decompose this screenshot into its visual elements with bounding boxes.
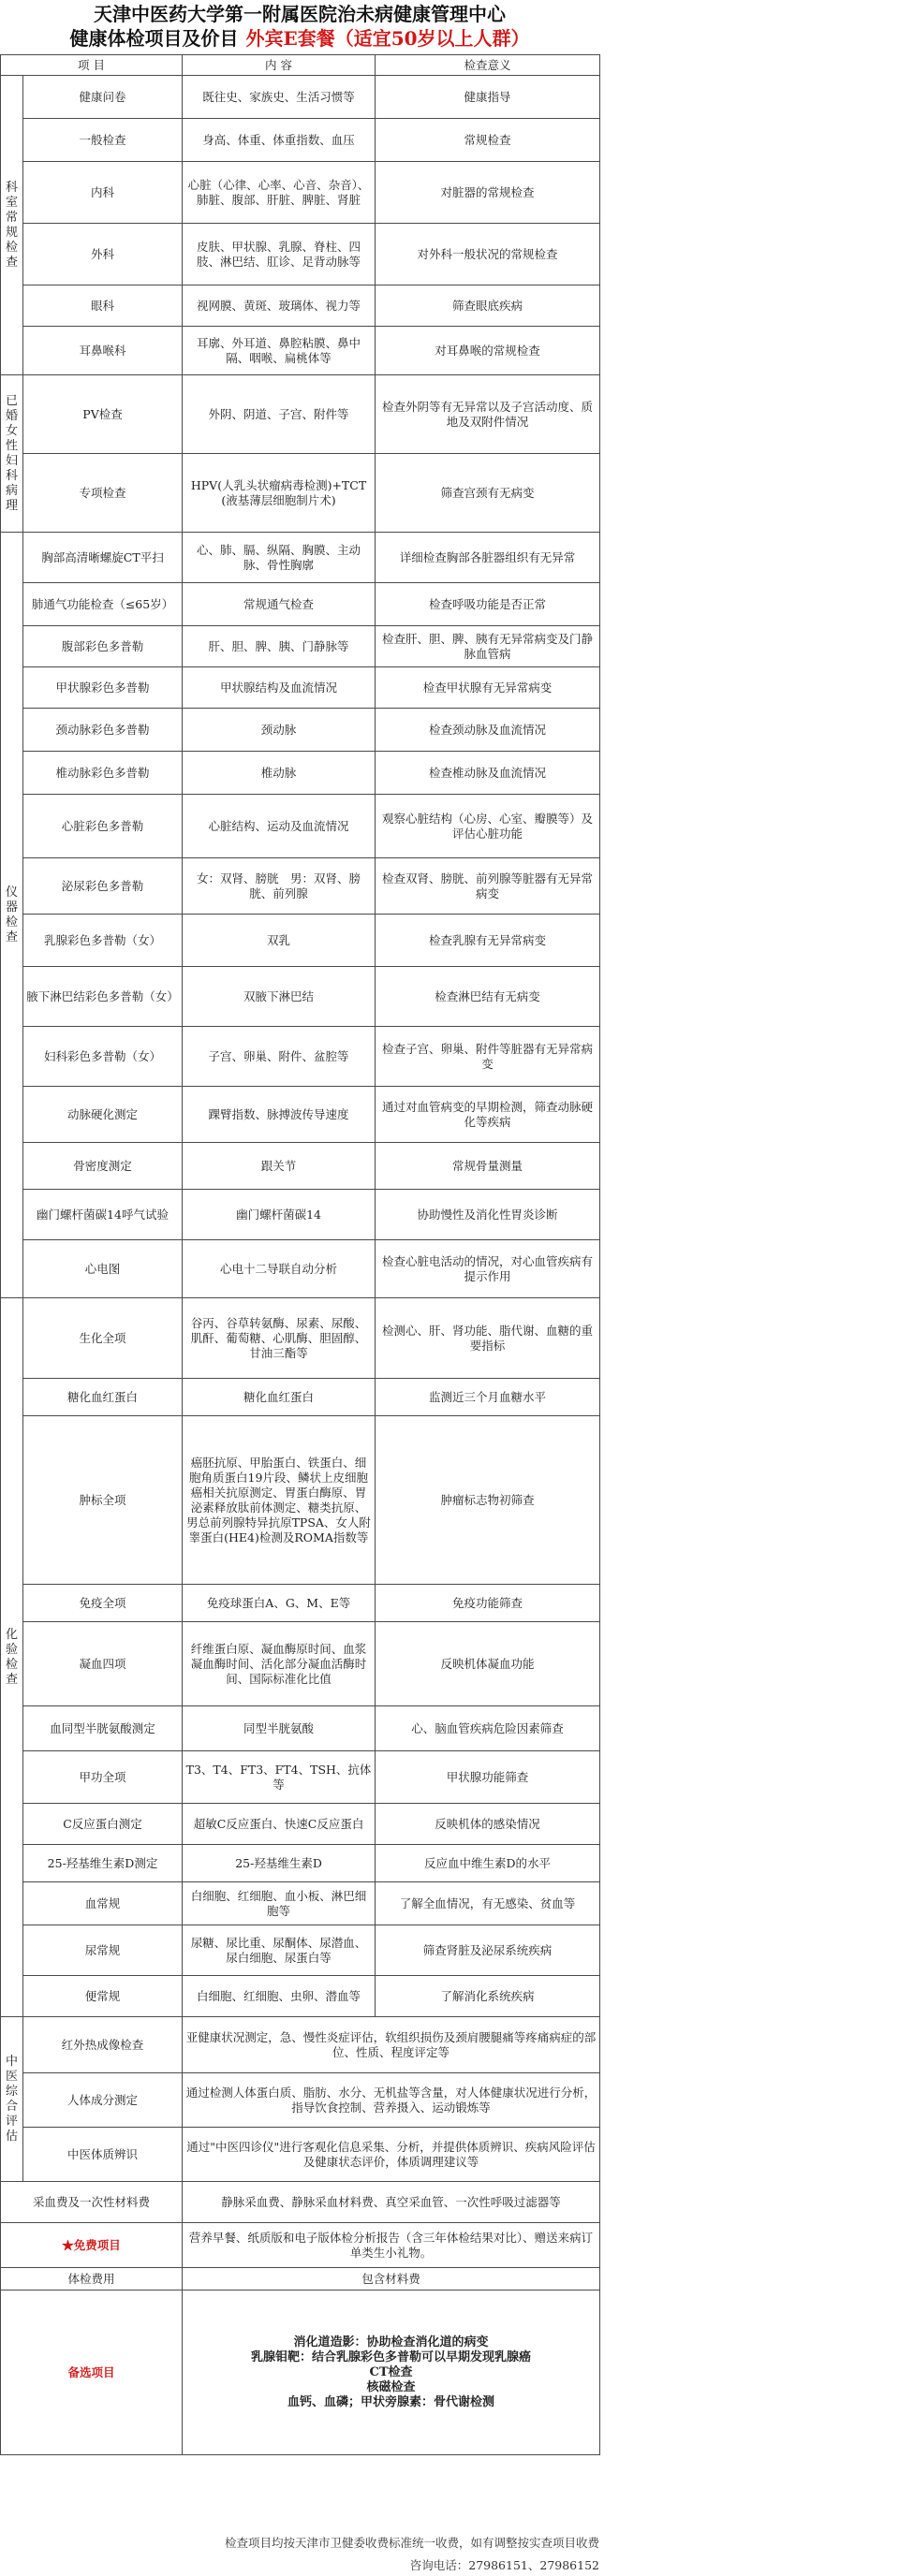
table-row — [1, 709, 600, 752]
content-cell: 纤维蛋白原、凝血酶原时间、血浆凝血酶时间、活化部分凝血活酶时间、国际标准化比值 — [183, 1622, 376, 1706]
page-subtitle — [0, 26, 599, 51]
content-cell: 免疫球蛋白A、G、M、E等 — [183, 1585, 376, 1622]
content-cell: 常规通气检查 — [183, 583, 376, 626]
meaning-cell: 筛查宫颈有无病变 — [376, 454, 600, 533]
optional-list — [183, 2291, 600, 2455]
item-cell: 免疫全项 — [23, 1585, 183, 1622]
table-row — [1, 1240, 600, 1298]
item-cell: 红外热成像检查 — [23, 2017, 183, 2073]
optional-label: 备选项目 — [1, 2291, 183, 2455]
table-row — [1, 375, 600, 454]
meaning-cell: 检查双肾、膀胱、前列腺等脏器有无异常病变 — [376, 858, 600, 915]
optional-item: 乳腺钼靶：结合乳腺彩色多普勒可以早期发现乳腺癌 — [251, 2349, 532, 2364]
content-cell: 椎动脉 — [183, 752, 376, 795]
meaning-cell: 检查甲状腺有无异常病变 — [376, 667, 600, 709]
meaning-cell: 了解全血情况，有无感染、贫血等 — [376, 1882, 600, 1925]
meaning-cell: 健康指导 — [376, 76, 600, 119]
content-cell: 身高、体重、体重指数、血压 — [183, 119, 376, 162]
item-cell: 骨密度测定 — [23, 1143, 183, 1190]
table-row — [1, 1190, 600, 1240]
content-cell: 营养早餐、纸质版和电子版体检分析报告（含三年体检结果对比）、赠送来病订单类生小礼物。 — [183, 2223, 600, 2268]
table-row — [1, 2268, 600, 2291]
content-cell: 心、肺、膈、纵隔、胸膜、主动脉、骨性胸廓 — [183, 533, 376, 583]
meaning-cell: 心、脑血管疾病危险因素筛查 — [376, 1706, 600, 1751]
content-cell: 静脉采血费、静脉采血材料费、真空采血管、一次性呼吸过滤器等 — [183, 2182, 600, 2223]
column-header: 检查意义 — [376, 55, 600, 76]
category-cell: 化验检查 — [1, 1298, 23, 2017]
table-row — [1, 1379, 600, 1416]
content-cell: 包含材料费 — [183, 2268, 600, 2291]
meaning-cell: 常规骨量测量 — [376, 1143, 600, 1190]
content-cell: 甲状腺结构及血流情况 — [183, 667, 376, 709]
table-row — [1, 915, 600, 967]
column-header: 项 目 — [1, 55, 183, 76]
table-row — [1, 76, 600, 119]
meaning-cell: 检测心、肝、肾功能、脂代谢、血糖的重要指标 — [376, 1298, 600, 1379]
content-cell: 跟关节 — [183, 1143, 376, 1190]
content-cell: 25-羟基维生素D — [183, 1845, 376, 1882]
category-cell: 科室常规检查 — [1, 76, 23, 375]
table-row — [1, 667, 600, 709]
meaning-cell: 检查心脏电活动的情况，对心血管疾病有提示作用 — [376, 1240, 600, 1298]
meaning-cell: 反映机体凝血功能 — [376, 1622, 600, 1706]
table-row — [1, 285, 600, 327]
content-cell: 视网膜、黄斑、玻璃体、视力等 — [183, 285, 376, 327]
optional-item: CT检查 — [369, 2364, 413, 2379]
item-cell: 血常规 — [23, 1882, 183, 1925]
item-cell: 乳腺彩色多普勒（女） — [23, 915, 183, 967]
item-cell: 健康问卷 — [23, 76, 183, 119]
content-cell: 癌胚抗原、甲胎蛋白、铁蛋白、细胞角质蛋白19片段、鳞状上皮细胞癌相关抗原测定、胃蛋白酶原、胃泌素释放肽前体测定、糖类抗原、男总前列腺特异抗原TPSA、女人附睾蛋白(HE4)检测及ROMA指数等 — [183, 1416, 376, 1585]
item-cell: 专项检查 — [23, 454, 183, 533]
content-cell: 超敏C反应蛋白、快速C反应蛋白 — [183, 1804, 376, 1845]
item-cell: 凝血四项 — [23, 1622, 183, 1706]
content-cell: 颈动脉 — [183, 709, 376, 752]
item-cell: 腹部彩色多普勒 — [23, 626, 183, 667]
meaning-cell: 检查子宫、卵巢、附件等脏器有无异常病变 — [376, 1027, 600, 1087]
content-cell: 心脏（心律、心率、心音、杂音）、肺脏、腹部、肝脏、脾脏、肾脏 — [183, 162, 376, 224]
content-cell: 谷丙、谷草转氨酶、尿素、尿酸、肌酐、葡萄糖、心肌酶、胆固醇、甘油三酯等 — [183, 1298, 376, 1379]
table-row — [1, 752, 600, 795]
table-row — [1, 162, 600, 224]
item-cell: 内科 — [23, 162, 183, 224]
page-title: 天津中医药大学第一附属医院治未病健康管理中心 — [94, 3, 506, 25]
content-cell: 耳廓、外耳道、鼻腔粘膜、鼻中隔、咽喉、扁桃体等 — [183, 327, 376, 375]
optional-row — [1, 2291, 600, 2455]
content-cell: 外阴、阴道、子宫、附件等 — [183, 375, 376, 454]
content-cell: T3、T4、FT3、FT4、TSH、抗体等 — [183, 1751, 376, 1804]
table-row — [1, 967, 600, 1027]
optional-item: 消化道造影：协助检查消化道的病变 — [293, 2334, 489, 2349]
item-cell: PV检查 — [23, 375, 183, 454]
table-row — [1, 2128, 600, 2182]
table-row — [1, 795, 600, 858]
content-cell: 心电十二导联自动分析 — [183, 1240, 376, 1298]
content-cell: 白细胞、红细胞、血小板、淋巴细胞等 — [183, 1882, 376, 1925]
table-row — [1, 2223, 600, 2268]
item-cell: 心脏彩色多普勒 — [23, 795, 183, 858]
item-cell: 幽门螺杆菌碳14呼气试验 — [23, 1190, 183, 1240]
content-cell: 双腋下淋巴结 — [183, 967, 376, 1027]
category-cell: 仪器检查 — [1, 533, 23, 1298]
content-cell: 通过检测人体蛋白质、脂肪、水分、无机盐等含量，对人体健康状况进行分析，指导饮食控制、营养摄入、运动锻炼等 — [183, 2073, 600, 2128]
package-name: 外宾E套餐（适宜50岁以上人群） — [245, 27, 530, 50]
item-cell: 耳鼻喉科 — [23, 327, 183, 375]
item-cell: 外科 — [23, 224, 183, 285]
item-cell: 妇科彩色多普勒（女） — [23, 1027, 183, 1087]
meaning-cell: 对耳鼻喉的常规检查 — [376, 327, 600, 375]
checkup-table — [0, 54, 600, 2455]
table-row — [1, 583, 600, 626]
table-row — [1, 1027, 600, 1087]
item-cell: 中医体质辨识 — [23, 2128, 183, 2182]
meaning-cell: 甲状腺功能筛查 — [376, 1751, 600, 1804]
column-header: 内 容 — [183, 55, 376, 76]
meaning-cell: 检查外阴等有无异常以及子宫活动度、质地及双附件情况 — [376, 375, 600, 454]
item-cell: 胸部高清晰螺旋CT平扫 — [23, 533, 183, 583]
content-cell: 皮肤、甲状腺、乳腺、脊柱、四肢、淋巴结、肛诊、足背动脉等 — [183, 224, 376, 285]
item-cell: 采血费及一次性材料费 — [1, 2182, 183, 2223]
content-cell: 尿糖、尿比重、尿酮体、尿潜血、尿白细胞、尿蛋白等 — [183, 1925, 376, 1976]
table-row — [1, 224, 600, 285]
item-cell: 糖化血红蛋白 — [23, 1379, 183, 1416]
content-cell: 亚健康状况测定，急、慢性炎症评估，软组织损伤及颈肩腰腿痛等疼痛病症的部位、性质、程度评定等 — [183, 2017, 600, 2073]
content-cell: 糖化血红蛋白 — [183, 1379, 376, 1416]
meaning-cell: 通过对血管病变的早期检测，筛查动脉硬化等疾病 — [376, 1087, 600, 1143]
content-cell: 既往史、家族史、生活习惯等 — [183, 76, 376, 119]
content-cell: 双乳 — [183, 915, 376, 967]
free-items-label: ★免费项目 — [1, 2223, 183, 2268]
meaning-cell: 常规检查 — [376, 119, 600, 162]
meaning-cell: 对外科一般状况的常规检查 — [376, 224, 600, 285]
meaning-cell: 反应血中维生素D的水平 — [376, 1845, 600, 1882]
category-cell: 已婚女性妇科病理 — [1, 375, 23, 533]
content-cell: 通过"中医四诊仪"进行客观化信息采集、分析，并提供体质辨识、疾病风险评估及健康状态评价，体质调理建议等 — [183, 2128, 600, 2182]
content-cell: 白细胞、红细胞、虫卵、潜血等 — [183, 1976, 376, 2017]
table-row — [1, 119, 600, 162]
meaning-cell: 协助慢性及消化性胃炎诊断 — [376, 1190, 600, 1240]
item-cell: 体检费用 — [1, 2268, 183, 2291]
meaning-cell: 检查呼吸功能是否正常 — [376, 583, 600, 626]
fee-note: 检查项目均按天津市卫健委收费标准统一收费，如有调整按实查项目收费 — [224, 2536, 599, 2550]
subtitle-text: 健康体检项目及价目 — [69, 27, 239, 50]
item-cell: 便常规 — [23, 1976, 183, 2017]
table-row — [1, 1706, 600, 1751]
meaning-cell: 检查肝、胆、脾、胰有无异常病变及门静脉血管病 — [376, 626, 600, 667]
table-row — [1, 1751, 600, 1804]
item-cell: 尿常规 — [23, 1925, 183, 1976]
item-cell: 肿标全项 — [23, 1416, 183, 1585]
content-cell: HPV(人乳头状瘤病毒检测)+TCT(液基薄层细胞制片术) — [183, 454, 376, 533]
meaning-cell: 检查乳腺有无异常病变 — [376, 915, 600, 967]
item-cell: 一般检查 — [23, 119, 183, 162]
category-cell: 中医综合评估 — [1, 2017, 23, 2182]
table-row — [1, 327, 600, 375]
content-cell: 子宫、卵巢、附件、盆腔等 — [183, 1027, 376, 1087]
item-cell: 血同型半胱氨酸测定 — [23, 1706, 183, 1751]
meaning-cell: 对脏器的常规检查 — [376, 162, 600, 224]
table-row — [1, 1925, 600, 1976]
optional-item: 核磁检查 — [366, 2379, 416, 2394]
table-row — [1, 1416, 600, 1585]
table-row — [1, 454, 600, 533]
item-cell: 椎动脉彩色多普勒 — [23, 752, 183, 795]
optional-item: 血钙、血磷；甲状旁腺素：骨代谢检测 — [287, 2394, 495, 2409]
item-cell: 腋下淋巴结彩色多普勒（女） — [23, 967, 183, 1027]
item-cell: 颈动脉彩色多普勒 — [23, 709, 183, 752]
table-row — [1, 1976, 600, 2017]
meaning-cell: 检查淋巴结有无病变 — [376, 967, 600, 1027]
table-row — [1, 1804, 600, 1845]
content-cell: 幽门螺杆菌碳14 — [183, 1190, 376, 1240]
item-cell: 动脉硬化测定 — [23, 1087, 183, 1143]
meaning-cell: 反映机体的感染情况 — [376, 1804, 600, 1845]
item-cell: 泌尿彩色多普勒 — [23, 858, 183, 915]
item-cell: 甲状腺彩色多普勒 — [23, 667, 183, 709]
item-cell: 生化全项 — [23, 1298, 183, 1379]
table-row — [1, 1087, 600, 1143]
item-cell: 人体成分测定 — [23, 2073, 183, 2128]
table-row — [1, 1585, 600, 1622]
contact-phone: 咨询电话：27986151、27986152 — [409, 2558, 599, 2572]
item-cell: 肺通气功能检查（≤65岁） — [23, 583, 183, 626]
table-row — [1, 1845, 600, 1882]
content-cell: 女：双肾、膀胱 男：双肾、膀胱、前列腺 — [183, 858, 376, 915]
table-header-row — [1, 55, 600, 76]
table-row — [1, 626, 600, 667]
meaning-cell: 筛查肾脏及泌尿系统疾病 — [376, 1925, 600, 1976]
content-cell: 心脏结构、运动及血流情况 — [183, 795, 376, 858]
meaning-cell: 肿瘤标志物初筛查 — [376, 1416, 600, 1585]
table-row — [1, 2017, 600, 2073]
item-cell: C反应蛋白测定 — [23, 1804, 183, 1845]
item-cell: 25-羟基维生素D测定 — [23, 1845, 183, 1882]
table-row — [1, 2182, 600, 2223]
content-cell: 肝、胆、脾、胰、门静脉等 — [183, 626, 376, 667]
table-row — [1, 1882, 600, 1925]
meaning-cell: 筛查眼底疾病 — [376, 285, 600, 327]
meaning-cell: 监测近三个月血糖水平 — [376, 1379, 600, 1416]
item-cell: 眼科 — [23, 285, 183, 327]
table-row — [1, 858, 600, 915]
meaning-cell: 详细检查胸部各脏器组织有无异常 — [376, 533, 600, 583]
item-cell: 甲功全项 — [23, 1751, 183, 1804]
table-row — [1, 533, 600, 583]
content-cell: 同型半胱氨酸 — [183, 1706, 376, 1751]
table-row — [1, 1143, 600, 1190]
table-row — [1, 1622, 600, 1706]
meaning-cell: 检查颈动脉及血流情况 — [376, 709, 600, 752]
meaning-cell: 观察心脏结构（心房、心室、瓣膜等）及评估心脏功能 — [376, 795, 600, 858]
table-row — [1, 2073, 600, 2128]
meaning-cell: 检查椎动脉及血流情况 — [376, 752, 600, 795]
item-cell: 心电图 — [23, 1240, 183, 1298]
content-cell: 踝臂指数、脉搏波传导速度 — [183, 1087, 376, 1143]
table-row — [1, 1298, 600, 1379]
meaning-cell: 免疫功能筛查 — [376, 1585, 600, 1622]
meaning-cell: 了解消化系统疾病 — [376, 1976, 600, 2017]
